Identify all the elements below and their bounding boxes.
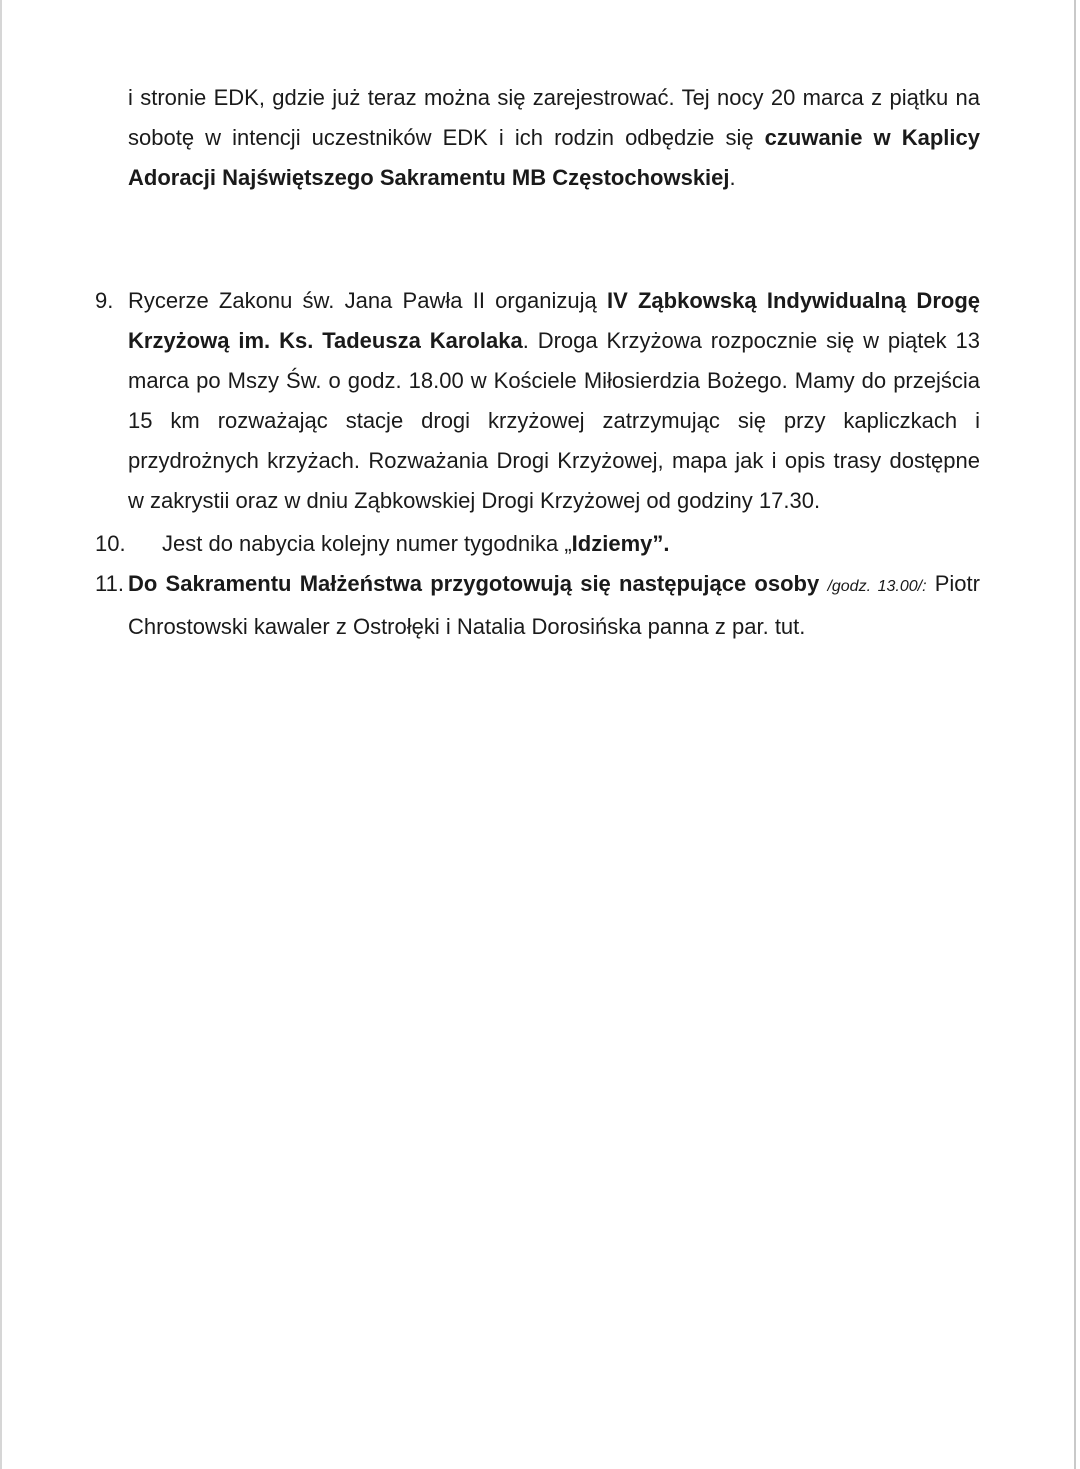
item-9-text-regular-2: . Droga Krzyżowa rozpocznie się w piątek 13 marca po Mszy Św. o godz. 18.00 w Kościele Miłosierdzia Bożego. Mamy do przejścia 15 km rozważając stacje drogi krzyżowej zatrzymując się przy kapliczkach i przydrożnych krzyżach. Rozważania Drogi Krzyżowej, mapa jak i opis trasy dostępne w zakrystii oraz w dniu Ząbkowskiej Drogi Krzyżowej od godziny 17.30. [128,328,980,513]
item-10-text-bold: Idziemy”. [571,531,670,556]
intro-text-bold: czuwanie w Kaplicy Adoracji Najświętszego Sakramentu MB Częstochowskiej [128,125,980,190]
item-11-text-regular: Piotr Chrostowski kawaler z Ostrołęki i Natalia Dorosińska panna z par. tut. [128,571,980,639]
list-number-11: 11. [95,571,124,596]
page-right-edge-line [1074,0,1076,1469]
item-9-text-bold: IV Ząbkowską Indywidualną Drogę Krzyżową im. Ks. Tadeusza Karolaka [128,288,980,353]
item-9-text-regular: Rycerze Zakonu św. Jana Pawła II organizują [128,288,607,313]
list-item-9 [95,281,980,521]
document-content [95,78,980,647]
intro-text-period: . [729,165,736,190]
list-item-11 [95,564,980,647]
list-item-10-paragraph [128,524,980,564]
intro-paragraph [128,78,980,198]
intro-text-regular: i stronie EDK, gdzie już teraz można się zarejestrować. Tej nocy 20 marca z piątku na sobotę w intencji uczestników EDK i ich rodzin odbędzie się [128,85,980,150]
item-11-text-bold: Do Sakramentu Małżeństwa przygotowują się następujące osoby [128,571,828,596]
list-number-10: 10. [95,531,126,556]
item-10-text-regular: Jest do nabycia kolejny numer tygodnika „ [162,531,572,556]
list-item-10 [95,524,980,564]
list-item-11-paragraph [128,564,980,647]
list-number-9: 9. [95,288,114,313]
list-item-9-paragraph [128,281,980,521]
page-left-edge-line [0,0,2,1469]
item-11-text-italic-time: /godz. 13.00/: [827,578,927,595]
